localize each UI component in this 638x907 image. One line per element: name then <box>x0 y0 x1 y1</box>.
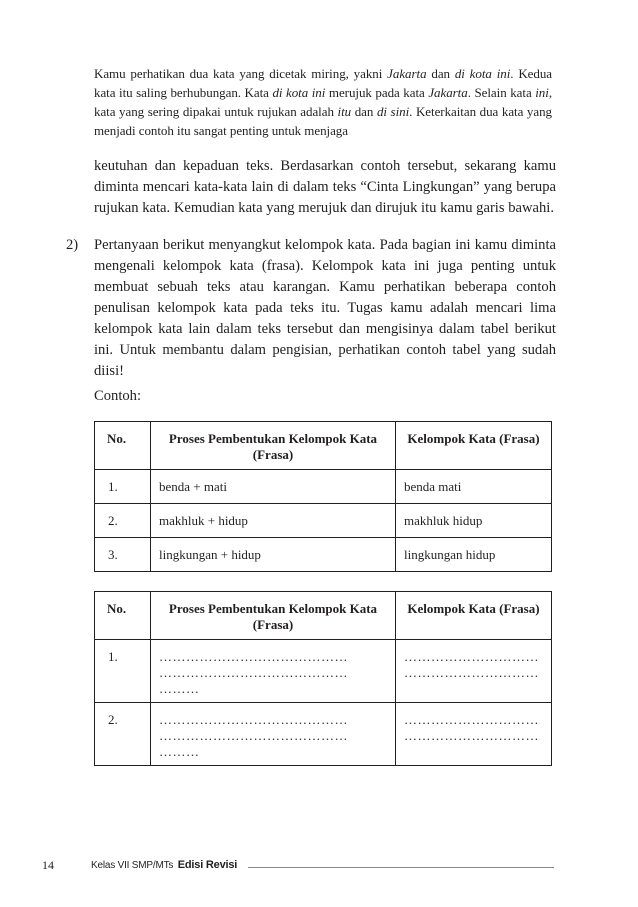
footer-rule <box>248 867 554 868</box>
cell-kelompok: lingkungan hidup <box>396 538 552 572</box>
table-header-row <box>95 422 552 470</box>
text-span: Kamu perhatikan dua kata yang dicetak miring, yakni <box>94 66 388 81</box>
header-proses: Proses Pembentukan Kelompok Kata (Frasa) <box>151 422 396 470</box>
text-span: dan <box>426 66 455 81</box>
exercise-table <box>94 591 552 766</box>
example-table <box>94 421 552 572</box>
table-row <box>95 504 552 538</box>
paragraph-kelompok-kata: Pertanyaan berikut menyangkut kelompok kata. Pada bagian ini kamu diminta mengenali kelompok kata (frasa). Kelompok kata ini juga penting untuk membuat sebuah teks atau karangan. Kamu perhatikan beberapa contoh penulisan kelompok kata pada teks itu. Tugas kamu adalah mencari lima kelompok kata lain dalam teks tersebut dan mengisinya dalam tabel berikut ini. Untuk membantu dalam pengisian, perhatikan contoh tabel yang sudah diisi! <box>94 237 556 379</box>
book-title <box>91 859 237 871</box>
cell-kelompok: benda mati <box>396 470 552 504</box>
italic-word: ini <box>535 85 549 100</box>
book-class: Kelas VII SMP/MTs <box>91 860 174 871</box>
paragraph-rujukan <box>94 64 552 140</box>
table-row <box>95 640 552 703</box>
cell-no: 2. <box>95 504 151 538</box>
table-header-row <box>95 592 552 640</box>
cell-kelompok-blank: ………………………… ………………………… <box>396 640 552 703</box>
header-no: No. <box>95 422 151 470</box>
text-span: dan <box>351 104 377 119</box>
contoh-label: Contoh: <box>94 388 142 404</box>
italic-word: di kota ini <box>272 85 326 100</box>
cell-proses: lingkungan + hidup <box>151 538 396 572</box>
table-row <box>95 703 552 766</box>
cell-no: 1. <box>95 640 151 703</box>
cell-proses: benda + mati <box>151 470 396 504</box>
paragraph-keutuhan: keutuhan dan kepaduan teks. Berdasarkan contoh tersebut, sekarang kamu diminta mencari kata-kata lain di dalam teks “Cinta Lingkungan” yang berupa rujukan kata. Kemudian kata yang merujuk dan dirujuk itu kamu garis bawahi. <box>94 158 556 216</box>
italic-word: itu <box>337 104 352 119</box>
cell-kelompok-blank: ………………………… ………………………… <box>396 703 552 766</box>
cell-proses: makhluk + hidup <box>151 504 396 538</box>
cell-no: 3. <box>95 538 151 572</box>
text-span: merujuk pada kata <box>325 85 429 100</box>
cell-kelompok: makhluk hidup <box>396 504 552 538</box>
text-span: , kata yang sering dipakai untuk rujukan adalah <box>94 85 553 119</box>
page-footer <box>0 858 638 878</box>
page-number: 14 <box>42 858 54 872</box>
italic-word: di kota ini <box>454 66 511 81</box>
header-no: No. <box>95 592 151 640</box>
table-row <box>95 470 552 504</box>
header-kelompok: Kelompok Kata (Frasa) <box>396 592 552 640</box>
cell-no: 1. <box>95 470 151 504</box>
cell-proses-blank: …………………………………… …………………………………… ……… <box>151 640 396 703</box>
text-span: . Kedua kata itu saling berhubungan. Kata <box>94 66 552 100</box>
edition-label: Edisi Revisi <box>177 859 238 871</box>
cell-proses-blank: …………………………………… …………………………………… ……… <box>151 703 396 766</box>
table-row <box>95 538 552 572</box>
text-span: . Selain kata <box>467 85 536 100</box>
italic-word: Jakarta <box>387 66 427 81</box>
header-proses: Proses Pembentukan Kelompok Kata (Frasa) <box>151 592 396 640</box>
header-kelompok: Kelompok Kata (Frasa) <box>396 422 552 470</box>
cell-no: 2. <box>95 703 151 766</box>
italic-word: di sini <box>376 104 410 119</box>
italic-word: Jakarta <box>428 85 468 100</box>
text-span: . Keterkaitan dua kata yang menjadi contoh itu sangat penting untuk menjaga <box>94 104 552 138</box>
item-number: 2) <box>66 237 79 253</box>
